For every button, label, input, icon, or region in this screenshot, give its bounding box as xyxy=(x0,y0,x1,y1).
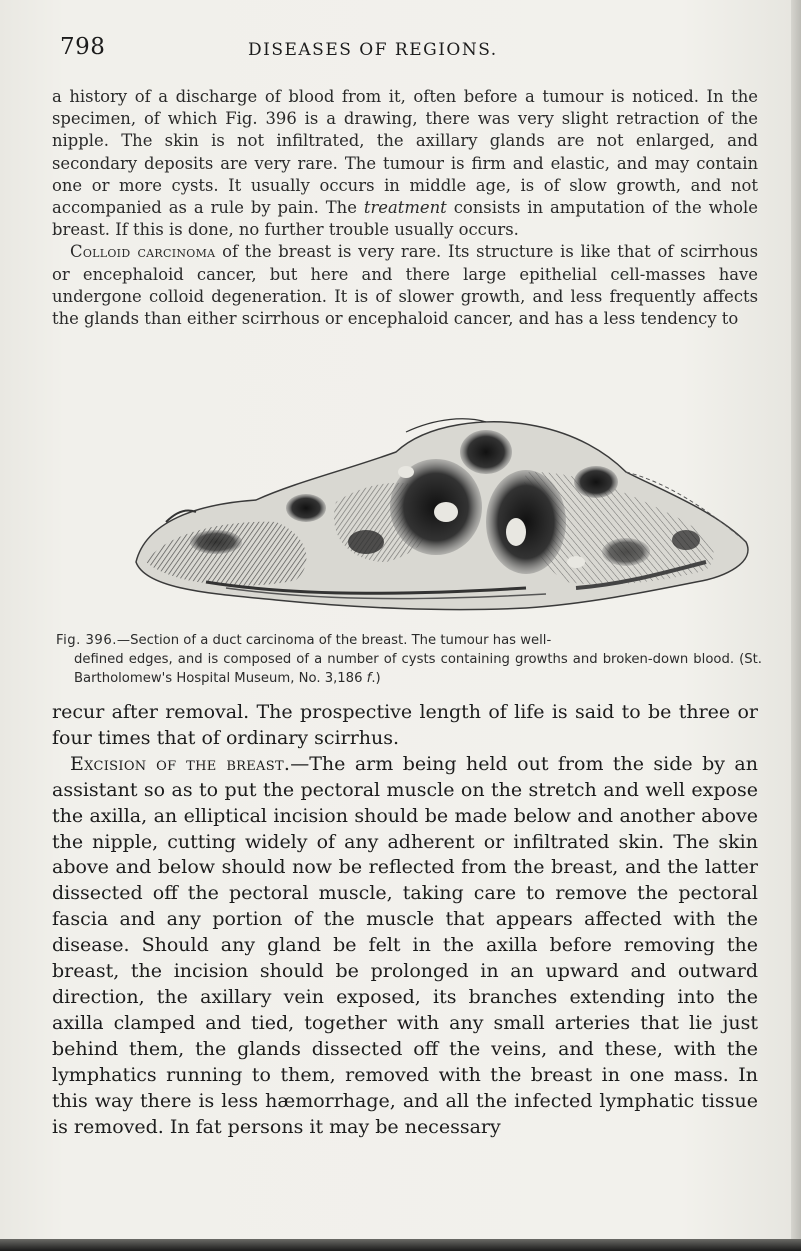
tumour-section-illustration xyxy=(106,412,778,622)
paragraph-recur: recur after removal. The prospective length of life is said to be three or four times that of ordinary scirrhus. xyxy=(52,701,758,749)
paragraph-colloid-carcinoma: Colloid carcinoma of the breast is very rare. Its structure is like that of scirrhous or encephaloid cancer, but here and there large epithelial cell-masses have undergone colloid degeneration. It is of slower growth, and less frequently affects the glands than either scirrhous or encephaloid cancer, and has a less tendency to xyxy=(52,242,758,329)
paragraph-excision: Excision of the breast.—The arm being held out from the side by an assistant so as to put the pectoral muscle on the stretch and well expose the axilla, an elliptical incision should be made below and another above the nipple, cutting widely of any adherent or infiltrated skin. The skin above and below should now be reflected from the breast, and the latter dissected off the pectoral muscle, taking care to remove the pectoral fascia and any portion of the muscle that appears affected with the disease. Should any gland be felt in the axilla before removing the breast, the incision should be prolonged in an upward and outward direction, the axillary vein exposed, its branches extending into the axilla clamped and tied, together with any small arteries that lie just behind them, the glands dissected off the veins, and these, with the lymphatics running to them, removed with the breast in one mass. In this way there is less hæmorrhage, and all the infected lymphatic tissue is removed. In fat persons it may be necessary xyxy=(52,752,758,1138)
excision-heading: Excision of the breast. xyxy=(70,752,291,775)
figure-label: Fig. 396. xyxy=(56,633,117,648)
paragraph-history: a history of a discharge of blood from it, often before a tumour is noticed. In the specimen, of which Fig. 396 is a drawing, there was very slight retraction of the nipple. The skin is not infiltrated, the axillary glands are not enlarged, and secondary deposits are very rare. The tumour is firm and elastic, and may contain one or more cysts. It usually occurs in middle age, is of slow growth, and not accompanied as a rule by pain. The treatment consists in amputation of the whole breast. If this is done, no further trouble usually occurs. xyxy=(52,87,758,240)
treatment-emphasis: treatment xyxy=(363,198,447,218)
page-number: 798 xyxy=(60,34,106,60)
page-edge-right xyxy=(791,0,801,1251)
page-edge-bottom xyxy=(0,1239,801,1251)
figure-caption: Fig. 396.—Section of a duct carcinoma of the breast. The tumour has well- defined edges, and is composed of a number of cysts containing growths and broken-down blood. (St. Bartholomew's Hospital Museum, No. 3,186 f.) xyxy=(56,633,762,686)
lower-text xyxy=(52,700,758,1140)
colloid-carcinoma-heading: Colloid carcinoma xyxy=(70,242,216,262)
running-head: DISEASES OF REGIONS. xyxy=(248,40,498,60)
upper-text xyxy=(52,86,758,330)
